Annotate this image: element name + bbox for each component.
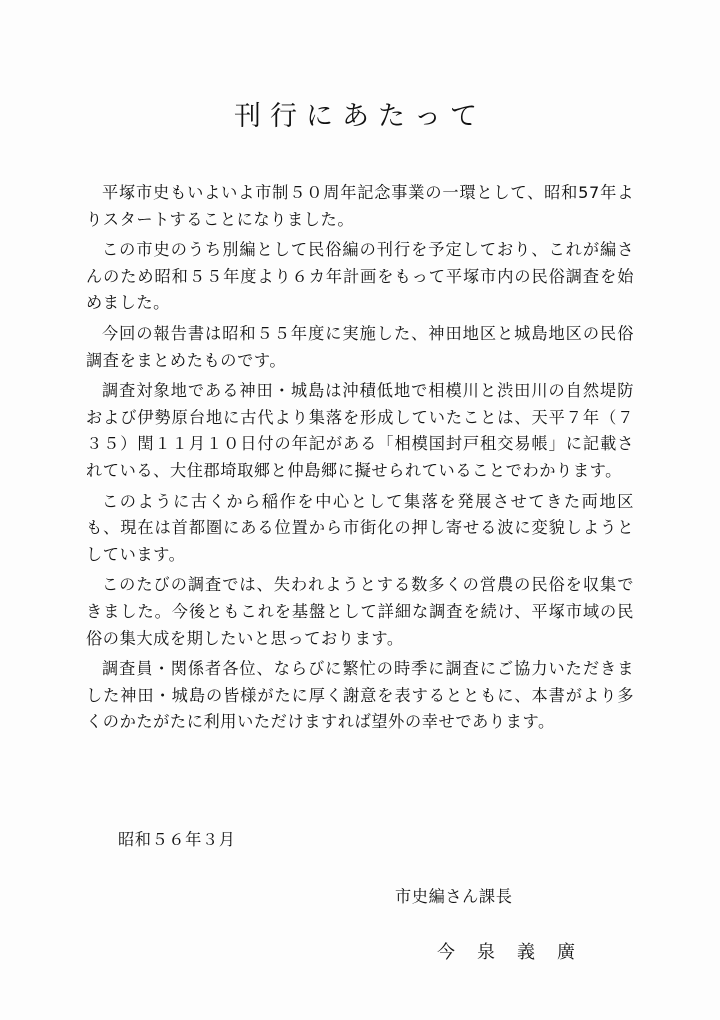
paragraph-4: 調査対象地である神田・城島は沖積低地で相模川と渋田川の自然堤防および伊勢原台地に古代より集落を形成していたことは、天平７年（７３５）閏１１月１０日付の年記がある「相模国封戸租交易帳」に記載されている、大住郡埼取郷と仲島郷に擬せられていることでわかります。 <box>86 381 634 480</box>
paragraph-5: このように古くから稲作を中心として集落を発展させてきた両地区も、現在は首都圏にある位置から市街化の押し寄せる波に変貌しようとしています。 <box>86 491 634 564</box>
document-body <box>86 180 634 740</box>
author-name: 今泉義廣 <box>437 942 597 963</box>
paragraph-2: この市史のうち別編として民俗編の刊行を予定しており、これが編さんのため昭和５５年度より６カ年計画をもって平塚市内の民俗調査を始めました。 <box>86 240 634 313</box>
paragraph-3: 今回の報告書は昭和５５年度に実施した、神田地区と城島地区の民俗調査をまとめたものです。 <box>86 323 634 370</box>
document-date: 昭和５６年３月 <box>118 830 236 849</box>
paragraph-7: 調査員・関係者各位、ならびに繁忙の時季に調査にご協力いただきました神田・城島の皆様がたに厚く謝意を表するとともに、本書がより多くのかたがたに利用いただけますれば望外の幸せであります。 <box>86 659 634 732</box>
document-title: 刊行にあたって <box>234 101 486 133</box>
paragraph-6: このたびの調査では、失われようとする数多くの営農の民俗を収集できました。今後ともこれを基盤として詳細な調査を続け、平塚市域の民俗の集大成を期したいと思っております。 <box>86 575 634 648</box>
paragraph-1: 平塚市史もいよいよ市制５０周年記念事業の一環として、昭和57年よりスタートすることになりました。 <box>86 183 634 229</box>
author-position: 市史編さん課長 <box>395 887 513 906</box>
